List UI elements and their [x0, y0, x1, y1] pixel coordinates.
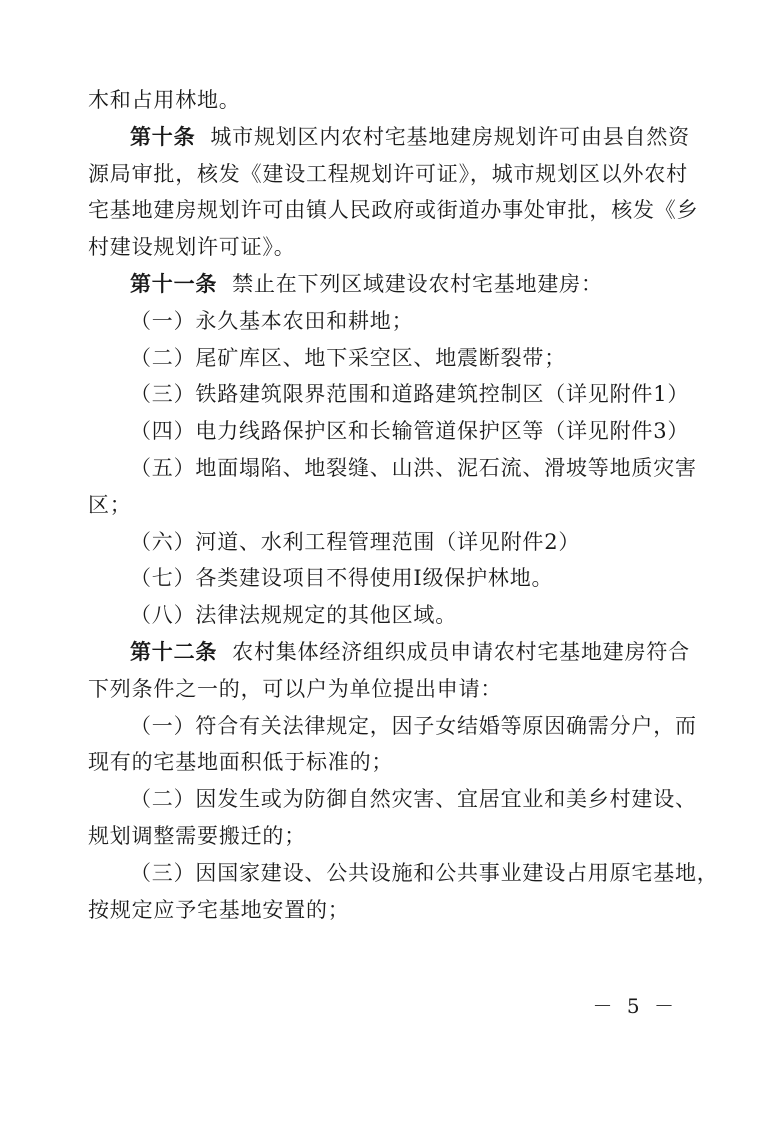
article-number: 第十条 — [130, 124, 196, 149]
paragraph-line: 现有的宅基地面积低于标准的； — [88, 750, 394, 775]
list-item: （三）铁路建筑限界范围和道路建筑控制区（详见附件1） — [130, 382, 690, 407]
paragraph-line: 村建设规划许可证》。 — [88, 235, 296, 260]
article-number: 第十一条 — [130, 272, 218, 296]
page-number: － 5 － — [592, 994, 678, 1018]
list-item: （四）电力线路保护区和长输管道保护区等（详见附件3） — [130, 419, 690, 444]
list-item: （三）因国家建设、公共设施和公共事业建设占用原宅基地， — [130, 860, 719, 885]
paragraph-line: 源局审批，核发《建设工程规划许可证》，城市规划区以外农村 — [88, 161, 688, 186]
list-item: （七）各类建设项目不得使用Ⅰ级保护林地。 — [130, 566, 554, 591]
list-item: （八）法律法规规定的其他区域。 — [130, 603, 457, 628]
paragraph-line: 规划调整需要搬迁的； — [88, 824, 306, 848]
list-item: （五）地面塌陷、地裂缝、山洪、泥石流、滑坡等地质灾害 — [130, 456, 697, 480]
list-item: （二）尾矿库区、地下采空区、地震断裂带； — [130, 345, 566, 370]
list-item: （二）因发生或为防御自然灾害、宜居宜业和美乡村建设、 — [130, 787, 697, 812]
article-12-heading-line: 第十二条 农村集体经济组织成员申请农村宅基地建房符合 — [130, 640, 690, 664]
list-item: （一）永久基本农田和耕地； — [130, 308, 414, 333]
paragraph-line: 宅基地建房规划许可由镇人民政府或街道办事处审批，核发《乡 — [88, 198, 699, 223]
paragraph-line: 木和占用林地。 — [88, 88, 241, 112]
article-11-heading-line: 第十一条 禁止在下列区域建设农村宅基地建房： — [130, 272, 603, 296]
paragraph-line: 区； — [88, 492, 132, 517]
paragraph-line: 按规定应予宅基地安置的； — [88, 897, 350, 922]
list-item: （六）河道、水利工程管理范围（详见附件2） — [130, 529, 581, 554]
article-number: 第十二条 — [130, 640, 218, 664]
paragraph-line: 下列条件之一的，可以户为单位提出申请： — [88, 676, 503, 701]
list-item: （一）符合有关法律规定，因子女结婚等原因确需分户，而 — [130, 713, 697, 738]
article-10-heading-line: 第十条 城市规划区内农村宅基地建房规划许可由县自然资 — [130, 124, 690, 149]
